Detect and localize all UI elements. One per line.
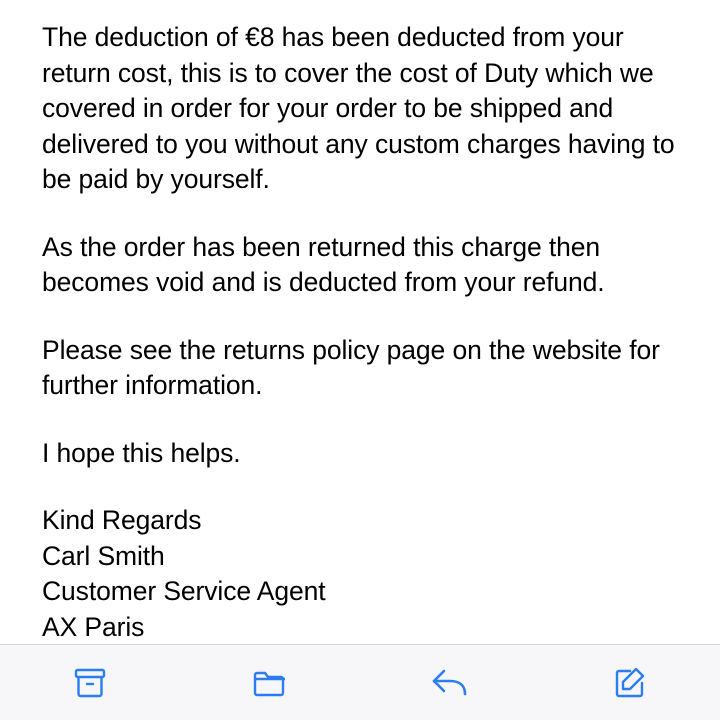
signature-line: Customer Service Agent bbox=[42, 576, 326, 606]
bottom-toolbar bbox=[0, 644, 720, 720]
folder-button[interactable] bbox=[230, 653, 310, 713]
signature-line: AX Paris bbox=[42, 611, 145, 642]
signature-line: Kind Regards bbox=[42, 505, 202, 535]
message-paragraph: As the order has been returned this charge then becomes void and is deducted from your refund. bbox=[42, 231, 608, 297]
reply-icon bbox=[427, 660, 473, 706]
signature-block bbox=[42, 503, 680, 644]
message-paragraph: I hope this helps. bbox=[42, 437, 241, 468]
message-paragraph: Please see the returns policy page on the website for further information. bbox=[42, 334, 668, 400]
compose-icon bbox=[608, 661, 652, 705]
reply-button[interactable] bbox=[410, 653, 490, 713]
compose-button[interactable] bbox=[590, 653, 670, 713]
signature-line: Carl Smith bbox=[42, 540, 165, 571]
message-paragraph: The deduction of €8 has been deducted from your return cost, this is to cover the cost of Duty which we covered in order for your order to be shipped and delivered to you without any custom charges having to be paid by yourself. bbox=[42, 22, 682, 194]
folder-icon bbox=[248, 661, 292, 705]
archive-button[interactable] bbox=[50, 653, 130, 713]
archive-icon bbox=[68, 661, 112, 705]
